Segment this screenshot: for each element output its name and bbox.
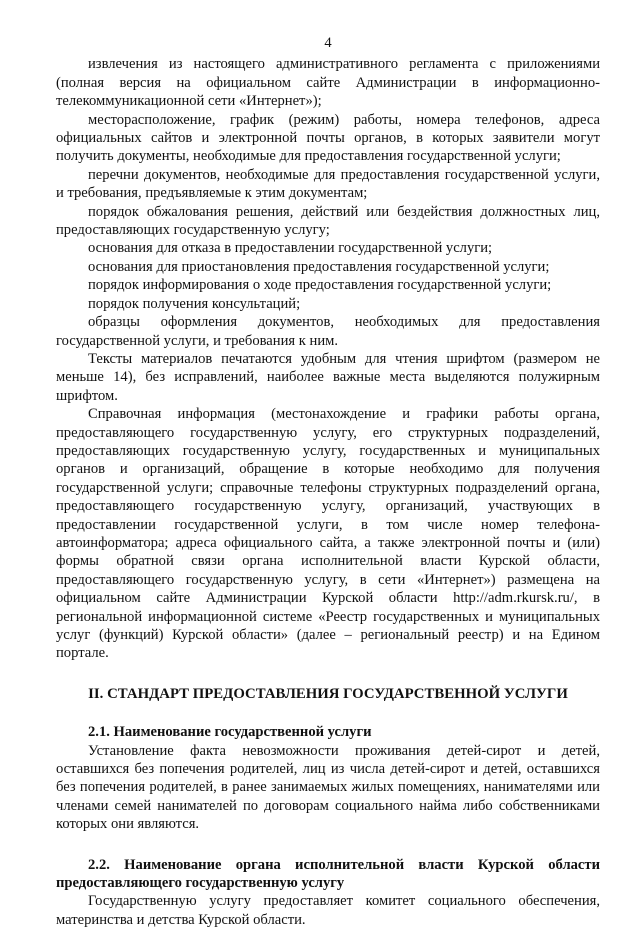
- paragraph-document-samples: образцы оформления документов, необходимых для предоставления государственной услуги, и требования к ним.: [56, 314, 600, 349]
- paragraph-reference-info: Справочная информация (местонахождение и графики работы органа, предоставляющего государственную услугу, его структурных подразделений, предоставляющих государственную услугу, государственных и муниципальных органов и организаций, обращение в которые необходимо для получения государственной услуги; справочные телефоны структурных подразделений органа, предоставляющего государственную услугу, организаций, участвующих в предоставлении государственной услуги, в том числе номер телефона-автоинформатора; адреса официального сайта, а также электронной почты и (или) формы обратной связи органа исполнительной власти Курской области, предоставляющего государственную услугу, в сети «Интернет») размещена на официальном сайте Администрации Курской области http://adm.rkursk.ru/, в региональной информационной системе «Реестр государственных и муниципальных услуг (функций) Курской области» (далее – региональный реестр) и на Едином портале.: [56, 406, 600, 662]
- paragraph-text-materials: Тексты материалов печатаются удобным для чтения шрифтом (размером не меньше 14), без исправлений, наиболее важные места выделяются полужирным шрифтом.: [56, 350, 600, 404]
- subsection-2-heading: 2.2. Наименование органа исполнительной власти Курской области предоставляющего государственную услугу: [56, 856, 600, 892]
- subsection-1-heading: 2.1. Наименование государственной услуги: [88, 724, 372, 741]
- paragraph-document-lists: перечни документов, необходимые для предоставления государственной услуги, и требования, предъявляемые к этим документам;: [56, 166, 600, 202]
- paragraph-extracts: извлечения из настоящего административного регламента с приложениями (полная версия на официальном сайте Администрации в информационно-телекоммуникационной сети «Интернет»);: [56, 56, 600, 110]
- page-number: 4: [324, 35, 332, 51]
- subsection-1-text: Установление факта невозможности проживания детей-сирот и детей, оставшихся без попечения родителей, лиц из числа детей-сирот и детей, оставшихся без попечения родителей, в ранее занимаемых жилых помещениях, нанимателями или членами семей нанимателей по договорам социального найма либо собственниками которых они являются.: [56, 742, 600, 833]
- subsection-2-text: Государственную услугу предоставляет комитет социального обеспечения, материнства и детства Курской области.: [56, 893, 600, 928]
- paragraph-appeal-procedure: порядок обжалования решения, действий или бездействия должностных лиц, предоставляющих государственную услугу;: [56, 203, 600, 239]
- paragraph-informing-procedure: порядок информирования о ходе предоставления государственной услуги;: [88, 277, 552, 294]
- paragraph-refusal-grounds: основания для отказа в предоставлении государственной услуги;: [88, 240, 493, 257]
- spacer: [56, 834, 600, 856]
- paragraph-consultations: порядок получения консультаций;: [88, 295, 301, 312]
- paragraph-suspension-grounds: основания для приостановления предоставления государственной услуги;: [88, 258, 550, 275]
- section-title: II. СТАНДАРТ ПРЕДОСТАВЛЕНИЯ ГОСУДАРСТВЕННОЙ УСЛУГИ: [88, 685, 568, 702]
- paragraph-location: месторасположение, график (режим) работы, номера телефонов, адреса официальных сайтов и электронной почты органов, в которых заявители могут получить документы, необходимые для предоставления государственной услуги;: [56, 111, 600, 165]
